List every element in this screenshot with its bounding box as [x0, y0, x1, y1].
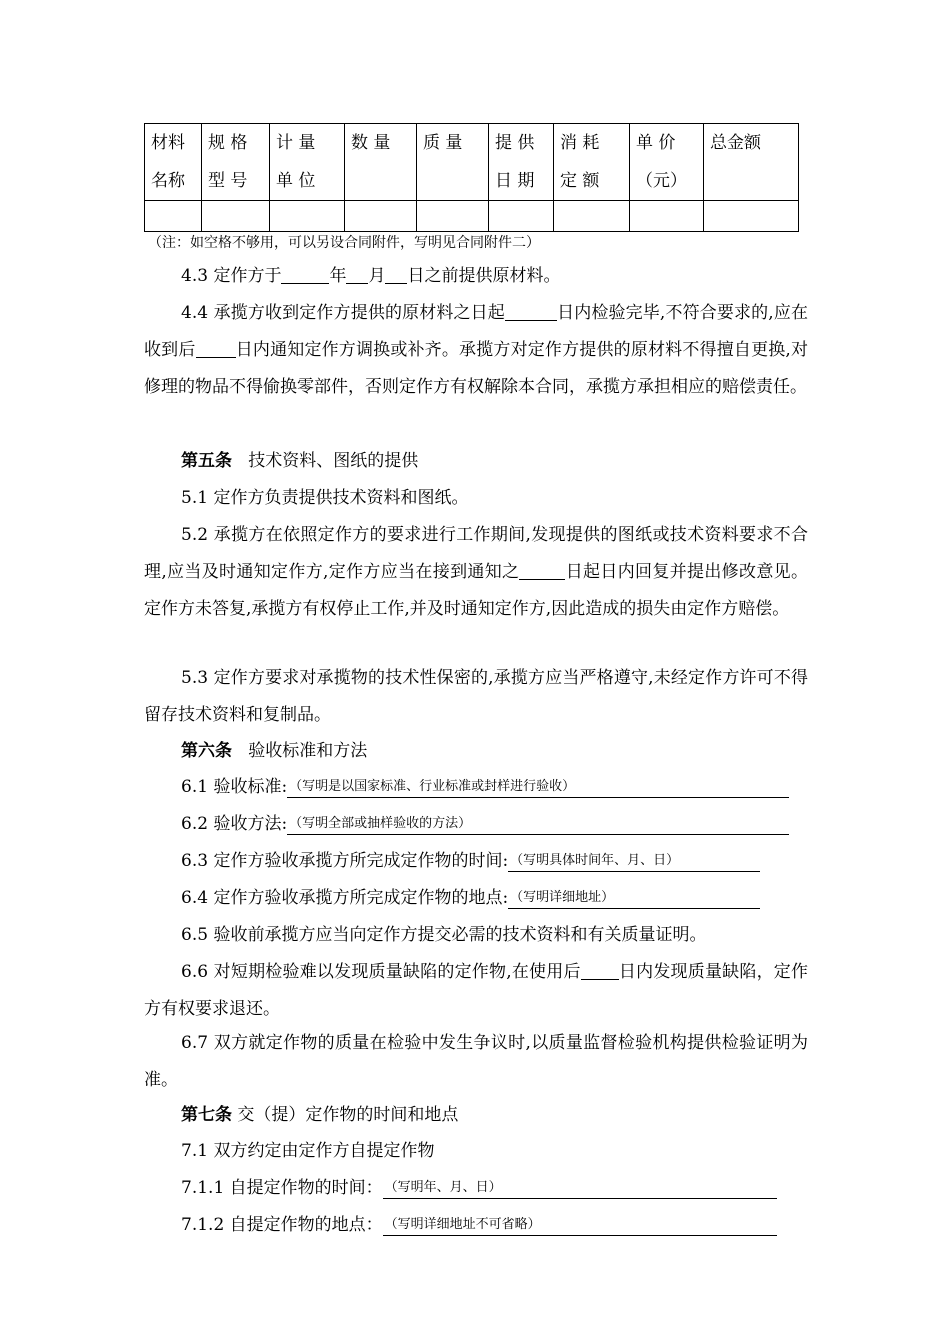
header-material-name: 材料 名称 [145, 124, 202, 201]
blank-inspection-days[interactable] [505, 303, 557, 321]
materials-table [144, 123, 799, 232]
clause-4-4: 4.4 承揽方收到定作方提供的原材料之日起 日内检验完毕,不符合要求的,应在收到后 日内通知定作方调换或补齐。承揽方对定作方提供的原材料不得擅自更换,对修理的物品不得偷换零部件，否则定作方有权解除本合同，承揽方承担相应的赔偿责任。 [144, 303, 809, 397]
blank-month[interactable] [346, 266, 368, 284]
article-5-heading: 第五条 技术资料、图纸的提供 [181, 451, 419, 471]
fill-pickup-location[interactable]: （写明详细地址不可省略） [383, 1215, 777, 1236]
header-quality: 质 量 [417, 124, 489, 201]
clause-7-1: 7.1 双方约定由定作方自提定作物 [181, 1141, 435, 1161]
header-quantity: 数 量 [345, 124, 417, 201]
header-unit-price: 单 价 （元） [630, 124, 704, 201]
table-note: （注：如空格不够用，可以另设合同附件，写明见合同附件二） [148, 235, 540, 251]
table-cell[interactable] [704, 201, 799, 232]
clause-6-2: 6.2 验收方法: （写明全部或抽样验收的方法） [181, 806, 808, 843]
table-cell[interactable] [345, 201, 417, 232]
table-cell[interactable] [270, 201, 345, 232]
header-supply-date: 提 供 日 期 [489, 124, 554, 201]
blank-defect-days[interactable] [581, 962, 619, 980]
clause-6-1: 6.1 验收标准: （写明是以国家标准、行业标准或封样进行验收） [181, 769, 808, 806]
clause-4-3: 4.3 定作方于 年 月 日之前提供原材料。 [181, 266, 561, 286]
table-cell[interactable] [202, 201, 270, 232]
clause-7-1-2: 7.1.2 自提定作物的地点： （写明详细地址不可省略） [181, 1207, 808, 1244]
table-header-row [145, 124, 799, 201]
fill-acceptance-time[interactable]: （写明具体时间年、月、日） [508, 851, 760, 872]
table-cell[interactable] [145, 201, 202, 232]
clause-7-1-1: 7.1.1 自提定作物的时间： （写明年、月、日） [181, 1170, 808, 1207]
clause-6-5: 6.5 验收前承揽方应当向定作方提交必需的技术资料和有关质量证明。 [181, 925, 707, 945]
fill-pickup-time[interactable]: （写明年、月、日） [383, 1178, 777, 1199]
clause-6-7: 6.7 双方就定作物的质量在检验中发生争议时,以质量监督检验机构提供检验证明为准。 [144, 1033, 808, 1090]
table-cell[interactable] [417, 201, 489, 232]
clause-5-1: 5.1 定作方负责提供技术资料和图纸。 [181, 488, 469, 508]
table-cell[interactable] [630, 201, 704, 232]
fill-acceptance-location[interactable]: （写明详细地址） [508, 888, 760, 909]
blank-year[interactable] [281, 266, 329, 284]
header-unit: 计 量 单 位 [270, 124, 345, 201]
fill-acceptance-standard[interactable]: （写明是以国家标准、行业标准或封样进行验收） [287, 777, 789, 798]
table-cell[interactable] [489, 201, 554, 232]
clause-5-3: 5.3 定作方要求对承揽物的技术性保密的,承揽方应当严格遵守,未经定作方许可不得留存技术资料和复制品。 [144, 668, 808, 725]
header-spec-model: 规 格 型 号 [202, 124, 270, 201]
clause-5-2: 5.2 承揽方在依照定作方的要求进行工作期间,发现提供的图纸或技术资料要求不合理,应当及时通知定作方,定作方应当在接到通知之 日起日内回复并提出修改意见。定作方未答复,承揽方有权停止工作,并及时通知定作方,因此造成的损失由定作方赔偿。 [144, 525, 809, 619]
table-cell[interactable] [554, 201, 630, 232]
header-total-amount: 总金额 [704, 124, 799, 201]
article-6-heading: 第六条 验收标准和方法 [181, 741, 368, 761]
clause-6-6: 6.6 对短期检验难以发现质量缺陷的定作物,在使用后 日内发现质量缺陷，定作方有权要求退还。 [144, 962, 809, 1019]
header-consumption-quota: 消 耗 定 额 [554, 124, 630, 201]
table-row [145, 201, 799, 232]
blank-reply-days[interactable] [519, 562, 565, 580]
blank-notify-days[interactable] [196, 340, 236, 358]
article-7-heading: 第七条 交（提）定作物的时间和地点 [181, 1105, 459, 1125]
blank-day[interactable] [385, 266, 407, 284]
clause-6-3: 6.3 定作方验收承揽方所完成定作物的时间: （写明具体时间年、月、日） [181, 843, 808, 880]
fill-acceptance-method[interactable]: （写明全部或抽样验收的方法） [287, 814, 789, 835]
clause-6-4: 6.4 定作方验收承揽方所完成定作物的地点: （写明详细地址） [181, 880, 808, 917]
